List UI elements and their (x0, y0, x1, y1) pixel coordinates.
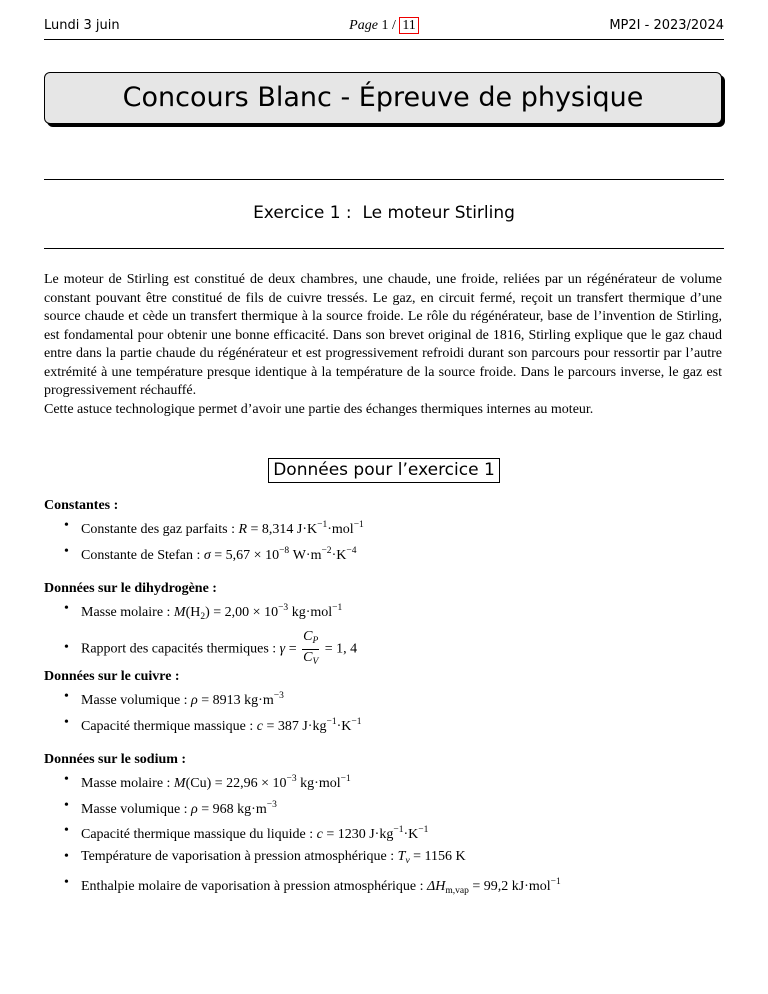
header-page-number: Page 1 / 11 (44, 17, 724, 34)
intro-paragraph: Le moteur de Stirling est constitué de deux chambres, une chaude, une froide, reliées par un régénérateur de volume constant pouvant être constitué de fils de cuivre tressés. Le gaz, en circuit fermé, reçoit un transfert thermique d’une source chaude et cède un transfert thermique à la source froide. Le rôle du régénérateur, base de l’invention de Stirling, est fondamental pour obtenir une bonne efficacité. Dans son brevet original de 1816, Stirling explique que le gaz chaud entre dans la partie chaude du régénérateur et est progressivement refroidi durant son parcours pour ressortir par l’autre extrémité à une température presque identique à la température de la source froide. Dans le parcours inverse, le gaz est progressivement réchauffé. (44, 272, 722, 398)
header-class: MP2I - 2023/2024 (609, 18, 724, 33)
header-date: Lundi 3 juin (44, 18, 120, 33)
page-title: Concours Blanc - Épreuve de physique (122, 82, 644, 113)
list-item: • Constante de Stefan : $\sigma = 5,67 \times 10^{-8}$ $W\cdot m^{-2}\cdot K^{-4}$ (64, 543, 357, 563)
list-item: • Capacité thermique massique : c = 387 $J\cdot kg^{-1}\cdot K^{-1}$ (64, 714, 362, 734)
list-item: • Rapport des capacités thermiques : γ = $\frac{C_P}{C_V}$ = 1, 4 (44, 629, 734, 670)
header-rule (44, 39, 724, 40)
section-heading: Constantes : (44, 498, 119, 513)
list-item: • Masse volumique : ρ = 968 $kg\cdot m^{-3}$ (64, 797, 277, 817)
list-item: • Masse molaire : $M(H_2) = 2,00 \times 10^{-3}$ kg·mol$^{-1}$ (64, 601, 343, 622)
exercise-rule-bottom (44, 248, 724, 249)
data-title: Données pour l’exercice 1 (268, 458, 500, 483)
page-header (44, 16, 724, 38)
data-title-wrap (0, 458, 768, 483)
section-constantes (44, 497, 734, 566)
exercise-label: Exercice 1 : (253, 203, 352, 223)
page-total-link[interactable]: 11 (399, 17, 418, 34)
fraction: $\frac{C_P}{C_V}$ (303, 628, 319, 667)
section-heading: Données sur le sodium : (44, 752, 187, 767)
section-heading: Données sur le cuivre : (44, 669, 180, 684)
list-item: • Capacité thermique massique du liquide : c = 1230 $J\cdot kg^{-1}\cdot K^{-1}$ (64, 823, 429, 842)
list-item: • Masse volumique : ρ = 8913 $kg\cdot m^{-3}$ (64, 689, 284, 708)
section-heading: Données sur le dihydrogène : (44, 581, 217, 596)
exercise-rule-top (44, 179, 724, 180)
list-item: • Masse molaire : $M(Cu) = 22,96 \times 10^{-3}$ kg·mol$^{-1}$ (64, 772, 351, 791)
list-item: • Température de vaporisation à pression atmosphérique : $T_v = 1156$ K (64, 848, 466, 866)
list-item: • Enthalpie molaire de vaporisation à pression atmosphérique : $\Delta H_{m,vap} = 99,2$ kJ·mol$^{-1}$ (64, 875, 561, 896)
title-box (44, 72, 722, 124)
exercise-name: Le moteur Stirling (362, 203, 515, 223)
section-sodium (44, 751, 734, 903)
section-dihydrogene (44, 580, 734, 670)
intro-paragraph: Cette astuce technologique permet d’avoir une partie des échanges thermiques internes au moteur. (44, 401, 594, 417)
section-cuivre (44, 668, 734, 737)
intro-text (44, 271, 722, 419)
list-item: • Constante des gaz parfaits : R = 8,314 $J\cdot K^{-1}\cdot mol^{-1}$ (64, 518, 364, 537)
exercise-title (0, 203, 768, 223)
